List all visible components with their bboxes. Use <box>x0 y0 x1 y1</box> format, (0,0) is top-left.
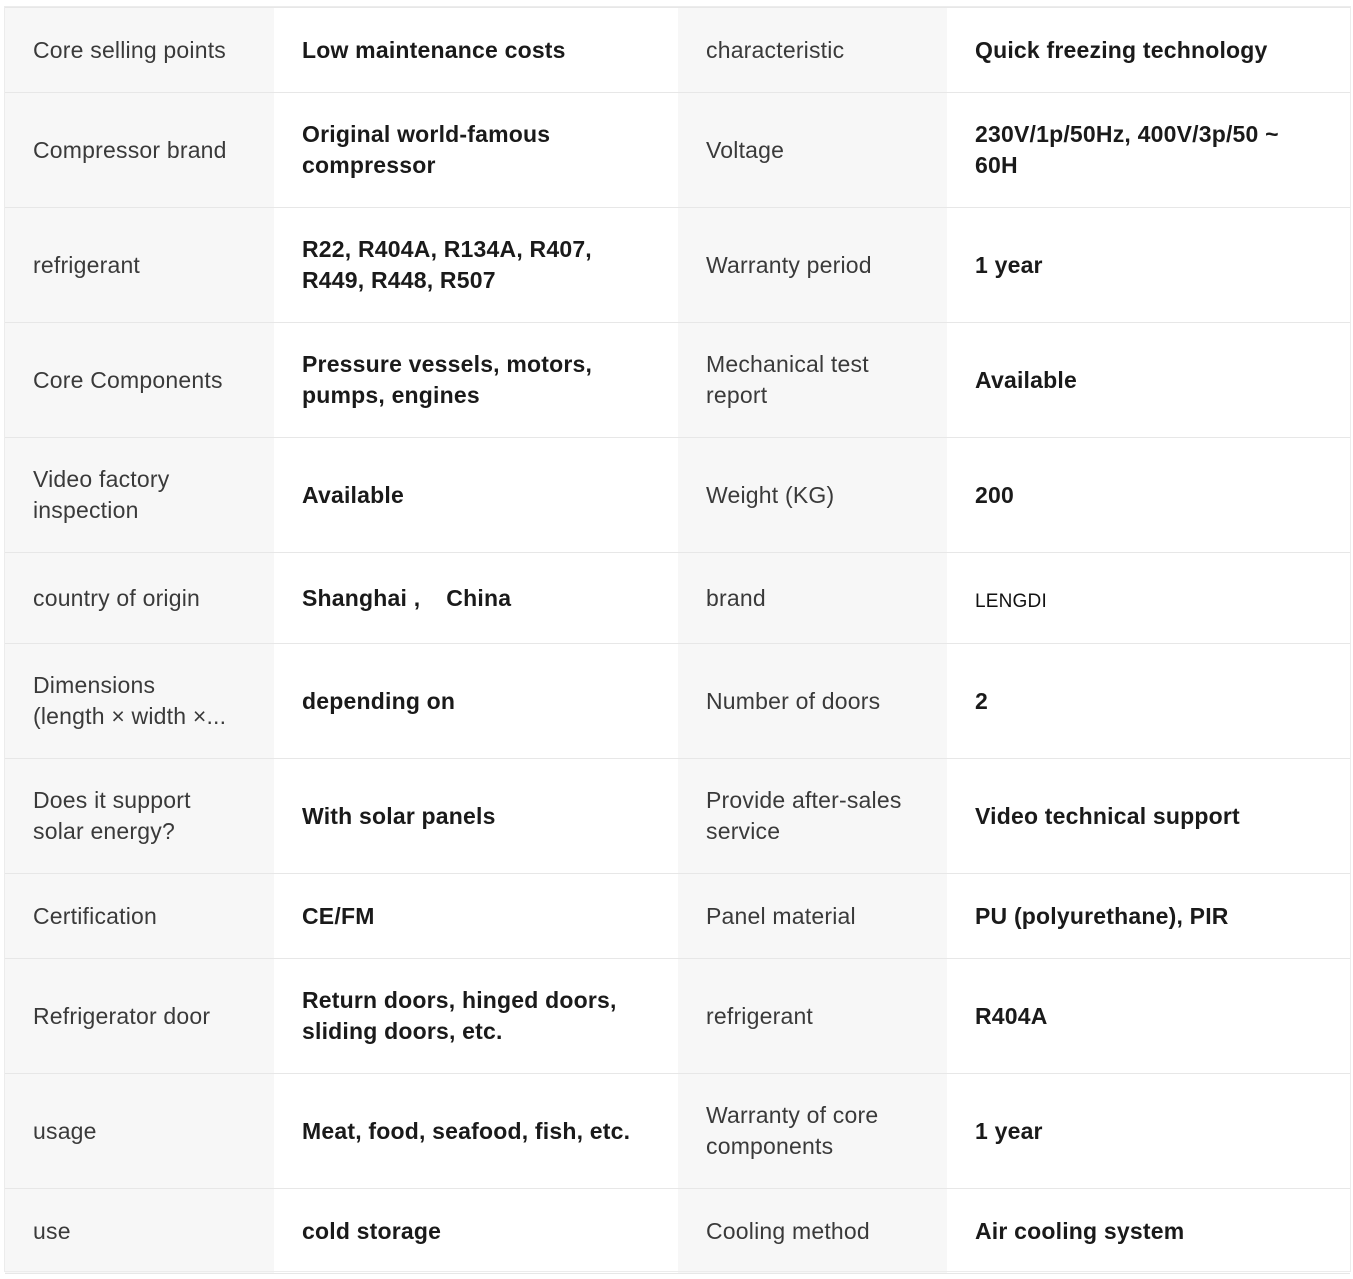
origin-city: Shanghai , <box>302 584 421 611</box>
spec-label: refrigerant <box>5 208 274 323</box>
product-spec-table <box>5 7 1350 1274</box>
table-row <box>5 208 1350 323</box>
spec-label: usage <box>5 1074 274 1189</box>
spec-value: R404A <box>947 959 1350 1074</box>
spec-label: country of origin <box>5 553 274 644</box>
spec-value-origin <box>274 553 678 644</box>
spec-value: 200 <box>947 438 1350 553</box>
spec-value: Pressure vessels, motors, pumps, engines <box>274 323 678 438</box>
spec-label: Warranty of core components <box>678 1074 947 1189</box>
spec-label: Does it support solar energy? <box>5 759 274 874</box>
spec-label: use <box>5 1189 274 1274</box>
brand-value: LENGDI <box>947 553 1350 644</box>
spec-value: cold storage <box>274 1189 678 1274</box>
spec-value: R22, R404A, R134A, R407, R449, R448, R507 <box>274 208 678 323</box>
spec-label: Certification <box>5 874 274 959</box>
spec-label: Refrigerator door <box>5 959 274 1074</box>
spec-label: Panel material <box>678 874 947 959</box>
spec-value: Return doors, hinged doors, sliding doors, etc. <box>274 959 678 1074</box>
table-row <box>5 1074 1350 1189</box>
spec-value: 230V/1p/50Hz, 400V/3p/50 ~ 60H <box>947 93 1350 208</box>
spec-label: Core selling points <box>5 8 274 93</box>
spec-label-dimensions <box>5 644 274 759</box>
spec-label: Cooling method <box>678 1189 947 1274</box>
spec-value: 1 year <box>947 1074 1350 1189</box>
spec-label: Mechanical test report <box>678 323 947 438</box>
spec-label: Weight (KG) <box>678 438 947 553</box>
spec-value: PU (polyurethane), PIR <box>947 874 1350 959</box>
spec-label: Voltage <box>678 93 947 208</box>
spec-label: Compressor brand <box>5 93 274 208</box>
spec-value: Original world-famous compressor <box>274 93 678 208</box>
spec-value: Available <box>947 323 1350 438</box>
spec-value: depending on <box>274 644 678 759</box>
spec-value: Meat, food, seafood, fish, etc. <box>274 1074 678 1189</box>
table-row <box>5 438 1350 553</box>
spec-label-line-truncated: (length × width ×... <box>33 703 227 729</box>
spec-label: Number of doors <box>678 644 947 759</box>
table-row <box>5 874 1350 959</box>
spec-label-line: Dimensions <box>33 672 156 698</box>
spec-value: Low maintenance costs <box>274 8 678 93</box>
spec-label: Video factory inspection <box>5 438 274 553</box>
spec-label: refrigerant <box>678 959 947 1074</box>
spec-label: Provide after-sales service <box>678 759 947 874</box>
spec-label: Core Components <box>5 323 274 438</box>
table-row <box>5 644 1350 759</box>
spec-label: characteristic <box>678 8 947 93</box>
spec-value: CE/FM <box>274 874 678 959</box>
table-row <box>5 759 1350 874</box>
table-row <box>5 553 1350 644</box>
spec-value: With solar panels <box>274 759 678 874</box>
table-row <box>5 323 1350 438</box>
spec-value: 1 year <box>947 208 1350 323</box>
spec-value: Air cooling system <box>947 1189 1350 1274</box>
spec-value: Available <box>274 438 678 553</box>
table-row <box>5 1189 1350 1274</box>
origin-country: China <box>446 584 512 611</box>
table-row <box>5 8 1350 93</box>
table-row <box>5 959 1350 1074</box>
spec-value: Video technical support <box>947 759 1350 874</box>
spec-value: 2 <box>947 644 1350 759</box>
spec-label: brand <box>678 553 947 644</box>
spec-value: Quick freezing technology <box>947 8 1350 93</box>
table-row <box>5 93 1350 208</box>
spec-label: Warranty period <box>678 208 947 323</box>
